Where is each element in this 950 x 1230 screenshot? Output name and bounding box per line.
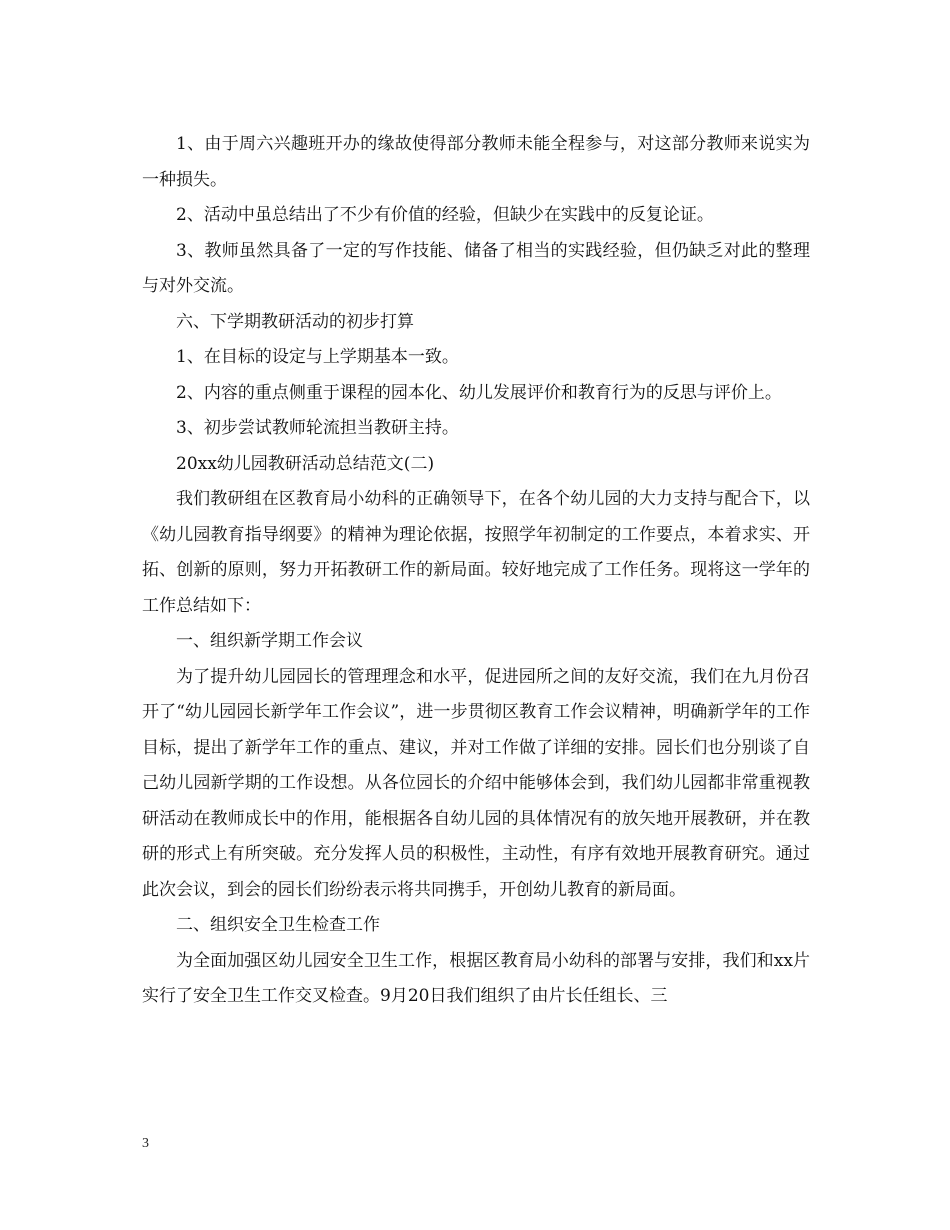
paragraph: 3、初步尝试教师轮流担当教研主持。 [176,418,459,438]
article-title: 20xx幼儿园教研活动总结范文(二) [176,453,435,474]
document-body [142,127,810,1015]
paragraph: 为全面加强区幼儿园安全卫生工作，根据区教育局小幼科的部署与安排，我们和xx片实行了安全卫生工作交叉检查。9月20日我们组织了由片长任组长、三 [142,950,810,1006]
paragraph: 1、在目标的设定与上学期基本一致。 [176,347,459,367]
page-number: 3 [142,1136,149,1151]
paragraph: 1、由于周六兴趣班开办的缘故使得部分教师未能全程参与，对这部分教师来说实为一种损失。 [142,134,810,190]
section-heading: 二、组织安全卫生检查工作 [176,915,380,935]
paragraph: 我们教研组在区教育局小幼科的正确领导下，在各个幼儿园的大力支持与配合下，以《幼儿园教育指导纲要》的精神为理论依据，按照学年初制定的工作要点，本着求实、开拓、创新的原则，努力开拓教研工作的新局面。较好地完成了工作任务。现将这一学年的工作总结如下： [142,489,810,616]
paragraph: 3、教师虽然具备了一定的写作技能、储备了相当的实践经验，但仍缺乏对此的整理与对外交流。 [142,240,810,296]
section-heading: 六、下学期教研活动的初步打算 [176,311,414,332]
paragraph: 2、活动中虽总结出了不少有价值的经验，但缺少在实践中的反复论证。 [176,205,714,225]
section-heading: 一、组织新学期工作会议 [176,631,363,651]
paragraph: 为了提升幼儿园园长的管理理念和水平，促进园所之间的友好交流，我们在九月份召开了“幼儿园园长新学年工作会议”，进一步贯彻区教育工作会议精神，明确新学年的工作目标，提出了新学年工作的重点、建议，并对工作做了详细的安排。园长们也分别谈了自己幼儿园新学期的工作设想。从各位园长的介绍中能够体会到，我们幼儿园都非常重视教研活动在教师成长中的作用，能根据各自幼儿园的具体情况有的放矢地开展教研，并在教研的形式上有所突破。充分发挥人员的积极性，主动性，有序有效地开展教育研究。通过此次会议，到会的园长们纷纷表示将共同携手，开创幼儿教育的新局面。 [142,666,810,900]
paragraph: 2、内容的重点侧重于课程的园本化、幼儿发展评价和教育行为的反思与评价上。 [176,382,782,403]
